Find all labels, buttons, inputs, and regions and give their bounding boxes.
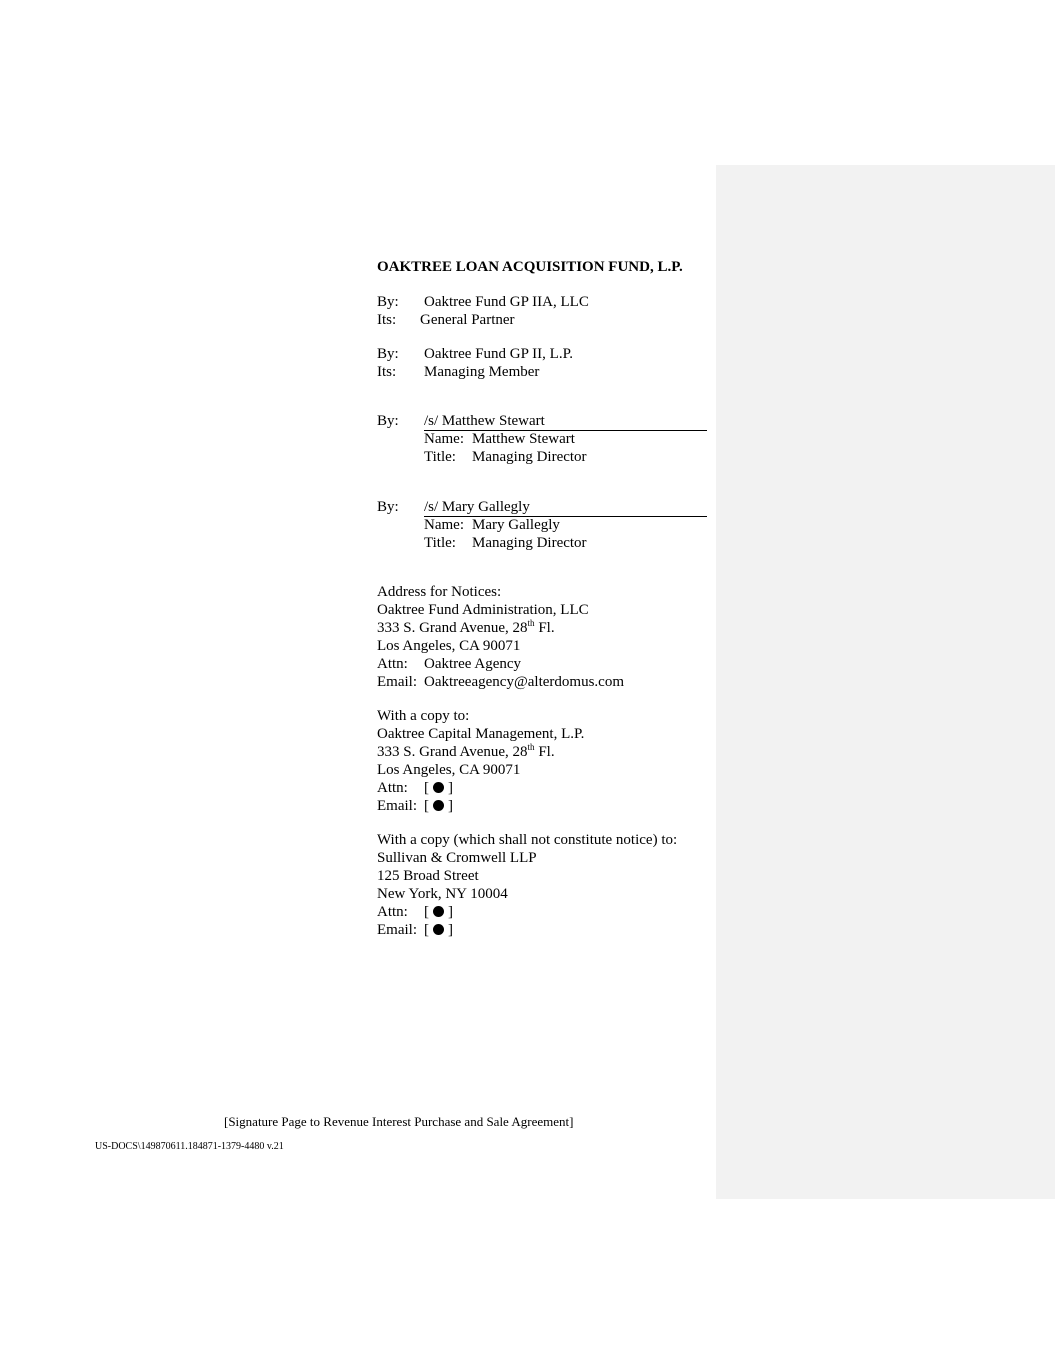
title-line	[377, 448, 587, 466]
by-label: By:	[377, 413, 399, 429]
notices-attn	[377, 655, 624, 673]
email-label: Email:	[377, 674, 417, 690]
title-line	[377, 534, 587, 552]
notices-address	[377, 583, 624, 691]
copy-company: Sullivan & Cromwell LLP	[377, 850, 537, 866]
copy-company: Oaktree Capital Management, L.P.	[377, 726, 585, 742]
street-floor: Fl.	[534, 620, 555, 636]
close-bracket: ]	[448, 780, 453, 796]
open-bracket: [	[424, 922, 429, 938]
copy-email	[377, 921, 677, 939]
its-label: Its:	[377, 312, 397, 328]
copy-attn	[377, 903, 677, 921]
signatory-block-2	[377, 498, 587, 552]
by-line	[377, 293, 589, 311]
copy-street	[377, 743, 584, 761]
notices-company: Oaktree Fund Administration, LLC	[377, 602, 589, 618]
street-text: 333 S. Grand Avenue, 28	[377, 744, 528, 760]
placeholder-bullet-icon	[433, 800, 444, 811]
copy-address-1	[377, 707, 584, 815]
copy-attn	[377, 779, 584, 797]
signature-line	[377, 498, 587, 516]
copy-street: 125 Broad Street	[377, 868, 479, 884]
signature: /s/ Mary Gallegly	[424, 499, 530, 515]
ordinal-suffix: th	[527, 742, 535, 752]
by-label: By:	[377, 346, 399, 362]
close-bracket: ]	[448, 904, 453, 920]
signatory-name: Mary Gallegly	[472, 517, 560, 533]
its-label: Its:	[377, 364, 397, 380]
notices-heading: Address for Notices:	[377, 584, 502, 600]
by-label: By:	[377, 499, 399, 515]
copy-address-2	[377, 831, 677, 939]
signatory-title: Managing Director	[472, 535, 587, 551]
signature-page-note: [Signature Page to Revenue Interest Purchase and Sale Agreement]	[224, 1114, 574, 1129]
name-line	[377, 516, 587, 534]
email-label: Email:	[377, 798, 417, 814]
entity-name: OAKTREE LOAN ACQUISITION FUND, L.P.	[377, 259, 683, 275]
notices-street	[377, 619, 624, 637]
its-line	[377, 363, 573, 381]
copy-email	[377, 797, 584, 815]
notices-email	[377, 673, 624, 691]
close-bracket: ]	[448, 798, 453, 814]
chain-block-2	[377, 345, 573, 381]
its-value: Managing Member	[424, 364, 540, 380]
chain-block-1	[377, 293, 589, 329]
open-bracket: [	[424, 904, 429, 920]
street-floor: Fl.	[534, 744, 555, 760]
copy-heading: With a copy to:	[377, 708, 470, 724]
placeholder-bullet-icon	[433, 906, 444, 917]
name-line	[377, 430, 587, 448]
name-label: Name:	[424, 431, 464, 447]
name-label: Name:	[424, 517, 464, 533]
comment-pane	[716, 165, 1055, 1199]
street-text: 333 S. Grand Avenue, 28	[377, 620, 528, 636]
ordinal-suffix: th	[527, 618, 535, 628]
its-line	[377, 311, 589, 329]
by-value: Oaktree Fund GP IIA, LLC	[424, 294, 589, 310]
copy-city: Los Angeles, CA 90071	[377, 762, 521, 778]
document-id: US-DOCS\149870611.184871-1379-4480 v.21	[95, 1141, 284, 1152]
signature: /s/ Matthew Stewart	[424, 413, 545, 429]
close-bracket: ]	[448, 922, 453, 938]
open-bracket: [	[424, 798, 429, 814]
signatory-block-1	[377, 412, 587, 466]
email-label: Email:	[377, 922, 417, 938]
its-value: General Partner	[420, 312, 515, 328]
attn-value: Oaktree Agency	[424, 656, 522, 672]
email-value: Oaktreeagency@alterdomus.com	[424, 674, 624, 690]
signature-line	[377, 412, 587, 430]
title-label: Title:	[424, 449, 456, 465]
copy-heading: With a copy (which shall not constitute notice) to:	[377, 832, 678, 848]
attn-label: Attn:	[377, 656, 408, 672]
by-value: Oaktree Fund GP II, L.P.	[424, 346, 574, 362]
placeholder-bullet-icon	[433, 782, 444, 793]
signatory-title: Managing Director	[472, 449, 587, 465]
placeholder-bullet-icon	[433, 924, 444, 935]
title-label: Title:	[424, 535, 456, 551]
by-label: By:	[377, 294, 399, 310]
attn-label: Attn:	[377, 904, 408, 920]
by-line	[377, 345, 573, 363]
open-bracket: [	[424, 780, 429, 796]
attn-label: Attn:	[377, 780, 408, 796]
copy-city: New York, NY 10004	[377, 886, 508, 902]
notices-city: Los Angeles, CA 90071	[377, 638, 521, 654]
signatory-name: Matthew Stewart	[472, 431, 575, 447]
